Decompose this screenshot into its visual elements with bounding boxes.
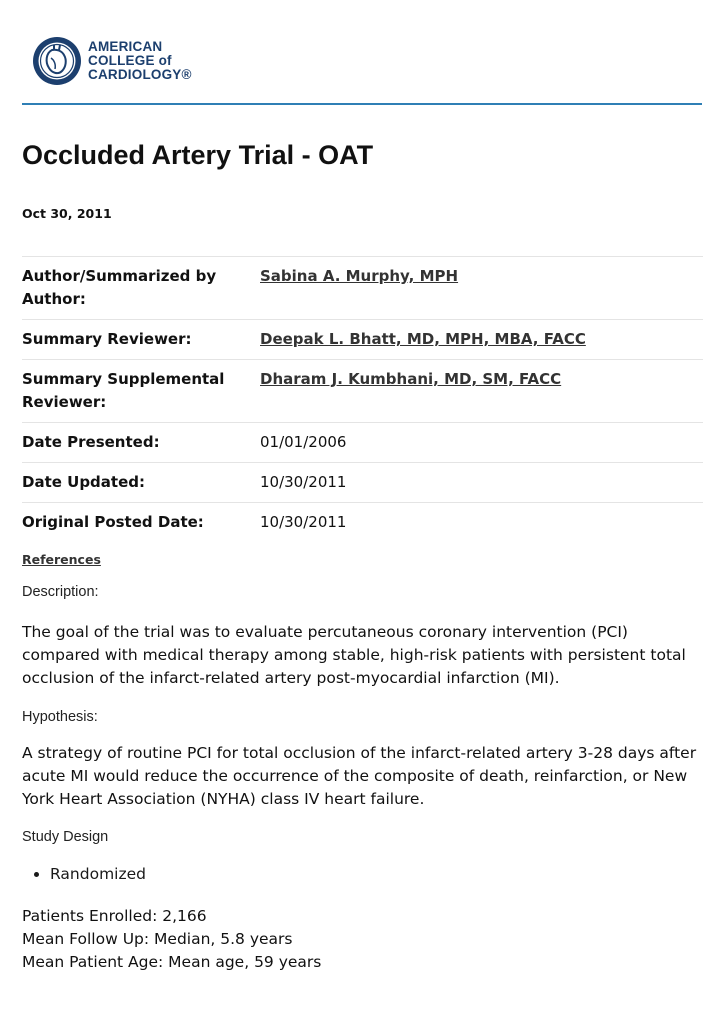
meta-row [22,502,703,542]
study-design-list [22,863,703,886]
meta-value: 01/01/2006 [260,433,347,451]
logo-line: AMERICAN [88,39,163,54]
meta-row [22,319,703,359]
references-link[interactable]: References [22,552,101,567]
meta-label: Original Posted Date: [22,513,204,531]
meta-label: Author/Summarized by Author: [22,267,217,308]
logo-line: CARDIOLOGY® [88,67,192,82]
hypothesis-label: Hypothesis: [22,709,98,725]
stat-mean-follow-up: Mean Follow Up: Median, 5.8 years [22,930,293,948]
meta-label: Date Presented: [22,433,160,451]
header-divider [22,103,702,105]
page-title: Occluded Artery Trial - OAT [22,140,374,170]
logo-line: COLLEGE of [88,53,172,68]
meta-value: 10/30/2011 [260,473,347,491]
reviewer-link[interactable]: Deepak L. Bhatt, MD, MPH, MBA, FACC [260,330,586,348]
enrollment-stats [22,905,703,974]
meta-value [260,257,703,319]
meta-label: Date Updated: [22,473,145,491]
author-link[interactable]: Sabina A. Murphy, MPH [260,267,459,285]
meta-row [22,462,703,502]
stat-patients-enrolled: Patients Enrolled: 2,166 [22,907,207,925]
summary-meta-table [22,256,703,542]
supplemental-reviewer-link[interactable]: Dharam J. Kumbhani, MD, SM, FACC [260,370,562,388]
meta-row [22,422,703,462]
description-label: Description: [22,584,99,600]
post-date: Oct 30, 2011 [22,206,112,221]
stat-mean-patient-age: Mean Patient Age: Mean age, 59 years [22,953,322,971]
meta-row [22,256,703,319]
description-text: The goal of the trial was to evaluate percutaneous coronary intervention (PCI) compared with medical therapy among stable, high-risk patients with persistent total occlusion of the infarct-related artery post-myocardial infarction (MI). [22,623,686,687]
meta-value [260,360,703,422]
site-header [32,36,332,92]
meta-label: Summary Supplemental Reviewer: [22,370,225,411]
meta-value: 10/30/2011 [260,513,347,531]
hypothesis-text: A strategy of routine PCI for total occlusion of the infarct-related artery 3-28 days after acute MI would reduce the occurrence of the composite of death, reinfarction, or New York Heart Association (NYHA) class IV heart failure. [22,744,697,808]
list-item: • Randomized [50,863,703,886]
acc-seal-icon[interactable] [32,36,82,86]
study-design-label: Study Design [22,829,109,845]
meta-value [260,320,703,359]
acc-logo-text[interactable] [88,40,192,82]
meta-label: Summary Reviewer: [22,330,192,348]
meta-row [22,359,703,422]
